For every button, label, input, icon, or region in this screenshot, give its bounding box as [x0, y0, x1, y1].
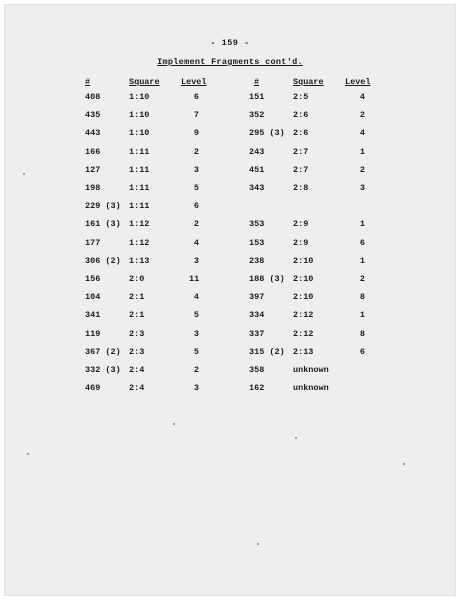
cell-number-right: 188 (3)	[249, 274, 285, 284]
cell-level-right: 6	[359, 237, 365, 248]
paper-speck	[173, 423, 175, 425]
cell-number-left: 161 (3)	[85, 219, 121, 230]
cell-square-left: 2:3	[129, 346, 145, 357]
cell-square-left: 2:3	[129, 328, 145, 339]
cell-level-left: 5	[193, 183, 199, 193]
cell-level-right: 3	[359, 183, 365, 193]
cell-level-left: 4	[193, 237, 199, 248]
cell-number-left: 306 (2)	[85, 255, 121, 266]
cell-level-right: 2	[359, 164, 365, 175]
cell-number-right: 295 (3)	[249, 128, 285, 139]
cell-square-left: 1:10	[129, 128, 150, 139]
cell-number-left: 177	[85, 237, 101, 248]
cell-number-right: 243	[249, 146, 265, 157]
paper-speck	[23, 173, 25, 175]
cell-square-right: 2:12	[293, 328, 314, 339]
cell-square-right: 2:7	[293, 146, 309, 157]
cell-number-left: 156	[85, 274, 101, 284]
paper-speck	[295, 437, 297, 439]
cell-number-right: 337	[249, 328, 265, 339]
cell-square-left: 2:1	[129, 310, 145, 321]
cell-level-right: 1	[359, 146, 365, 157]
cell-number-left: 408	[85, 92, 101, 102]
cell-number-right: 153	[249, 237, 265, 248]
cell-number-right: 238	[249, 255, 265, 266]
paper-speck	[257, 543, 259, 545]
cell-square-right: 2:10	[293, 292, 314, 303]
cell-square-right: 2:9	[293, 237, 309, 248]
paper-speck	[27, 453, 29, 455]
cell-number-left: 119	[85, 328, 101, 339]
header-level-right: Level	[345, 77, 371, 87]
cell-square-left: 1:13	[129, 255, 150, 266]
cell-level-right: 2	[359, 110, 365, 121]
cell-level-left: 11	[189, 274, 200, 284]
cell-number-left: 367 (2)	[85, 346, 121, 357]
cell-level-right: 1	[359, 255, 365, 266]
cell-level-left: 3	[193, 255, 199, 266]
cell-level-right: 6	[359, 346, 365, 357]
cell-square-left: 1:11	[129, 201, 150, 212]
cell-square-right: 2:5	[293, 92, 309, 102]
cell-square-right: 2:6	[293, 128, 309, 139]
cell-number-right: 343	[249, 183, 265, 193]
cell-square-left: 2:4	[129, 383, 145, 394]
cell-number-left: 332 (3)	[85, 365, 121, 375]
cell-level-left: 9	[193, 128, 199, 139]
cell-level-right: 8	[359, 328, 365, 339]
cell-level-right: 4	[359, 128, 365, 139]
cell-square-left: 1:10	[129, 92, 150, 102]
cell-number-left: 104	[85, 292, 101, 303]
cell-level-left: 7	[193, 110, 199, 121]
cell-square-right: 2:10	[293, 274, 314, 284]
cell-square-right: 2:10	[293, 255, 314, 266]
cell-level-left: 3	[193, 164, 199, 175]
cell-level-left: 4	[193, 292, 199, 303]
cell-level-right: 8	[359, 292, 365, 303]
cell-square-right: unknown	[293, 365, 329, 375]
cell-level-right: 4	[359, 92, 365, 102]
cell-level-left: 3	[193, 383, 199, 394]
cell-level-right: 1	[359, 310, 365, 321]
cell-number-right: 162	[249, 383, 265, 394]
header-square-left: Square	[129, 77, 160, 87]
cell-level-left: 2	[193, 365, 199, 375]
cell-number-right: 352	[249, 110, 265, 121]
cell-number-left: 443	[85, 128, 101, 139]
cell-square-left: 1:12	[129, 219, 150, 230]
cell-number-left: 198	[85, 183, 101, 193]
cell-square-right: unknown	[293, 383, 329, 394]
header-level-left: Level	[181, 77, 207, 87]
cell-level-left: 6	[193, 92, 199, 102]
cell-level-right: 1	[359, 219, 365, 230]
page-number: - 159 -	[210, 38, 250, 48]
cell-number-left: 341	[85, 310, 101, 321]
cell-square-right: 2:13	[293, 346, 314, 357]
cell-square-left: 1:10	[129, 110, 150, 121]
header-number-left: #	[85, 77, 91, 87]
paper-speck	[403, 463, 405, 465]
cell-square-right: 2:6	[293, 110, 309, 121]
cell-square-left: 1:11	[129, 146, 150, 157]
cell-level-left: 2	[193, 219, 199, 230]
cell-number-left: 469	[85, 383, 101, 394]
cell-square-left: 1:11	[129, 164, 150, 175]
cell-square-left: 1:12	[129, 237, 150, 248]
header-number-right: #	[254, 77, 260, 87]
cell-square-left: 2:1	[129, 292, 145, 303]
cell-level-right: 2	[359, 274, 365, 284]
cell-number-left: 127	[85, 164, 101, 175]
cell-number-left: 435	[85, 110, 101, 121]
document-title: Implement Fragments cont'd.	[157, 57, 303, 67]
cell-level-left: 3	[193, 328, 199, 339]
cell-square-left: 1:11	[129, 183, 150, 193]
header-square-right: Square	[293, 77, 324, 87]
cell-number-left: 229 (3)	[85, 201, 121, 212]
cell-number-right: 451	[249, 164, 265, 175]
cell-level-left: 6	[193, 201, 199, 212]
cell-number-left: 166	[85, 146, 101, 157]
cell-level-left: 2	[193, 146, 199, 157]
cell-number-right: 353	[249, 219, 265, 230]
cell-square-left: 2:0	[129, 274, 145, 284]
cell-square-right: 2:12	[293, 310, 314, 321]
cell-number-right: 334	[249, 310, 265, 321]
cell-square-right: 2:8	[293, 183, 309, 193]
cell-square-right: 2:7	[293, 164, 309, 175]
cell-number-right: 397	[249, 292, 265, 303]
cell-number-right: 358	[249, 365, 265, 375]
cell-square-left: 2:4	[129, 365, 145, 375]
cell-level-left: 5	[193, 346, 199, 357]
cell-number-right: 151	[249, 92, 265, 102]
cell-level-left: 5	[193, 310, 199, 321]
cell-number-right: 315 (2)	[249, 346, 285, 357]
cell-square-right: 2:9	[293, 219, 309, 230]
document-page	[4, 4, 456, 596]
